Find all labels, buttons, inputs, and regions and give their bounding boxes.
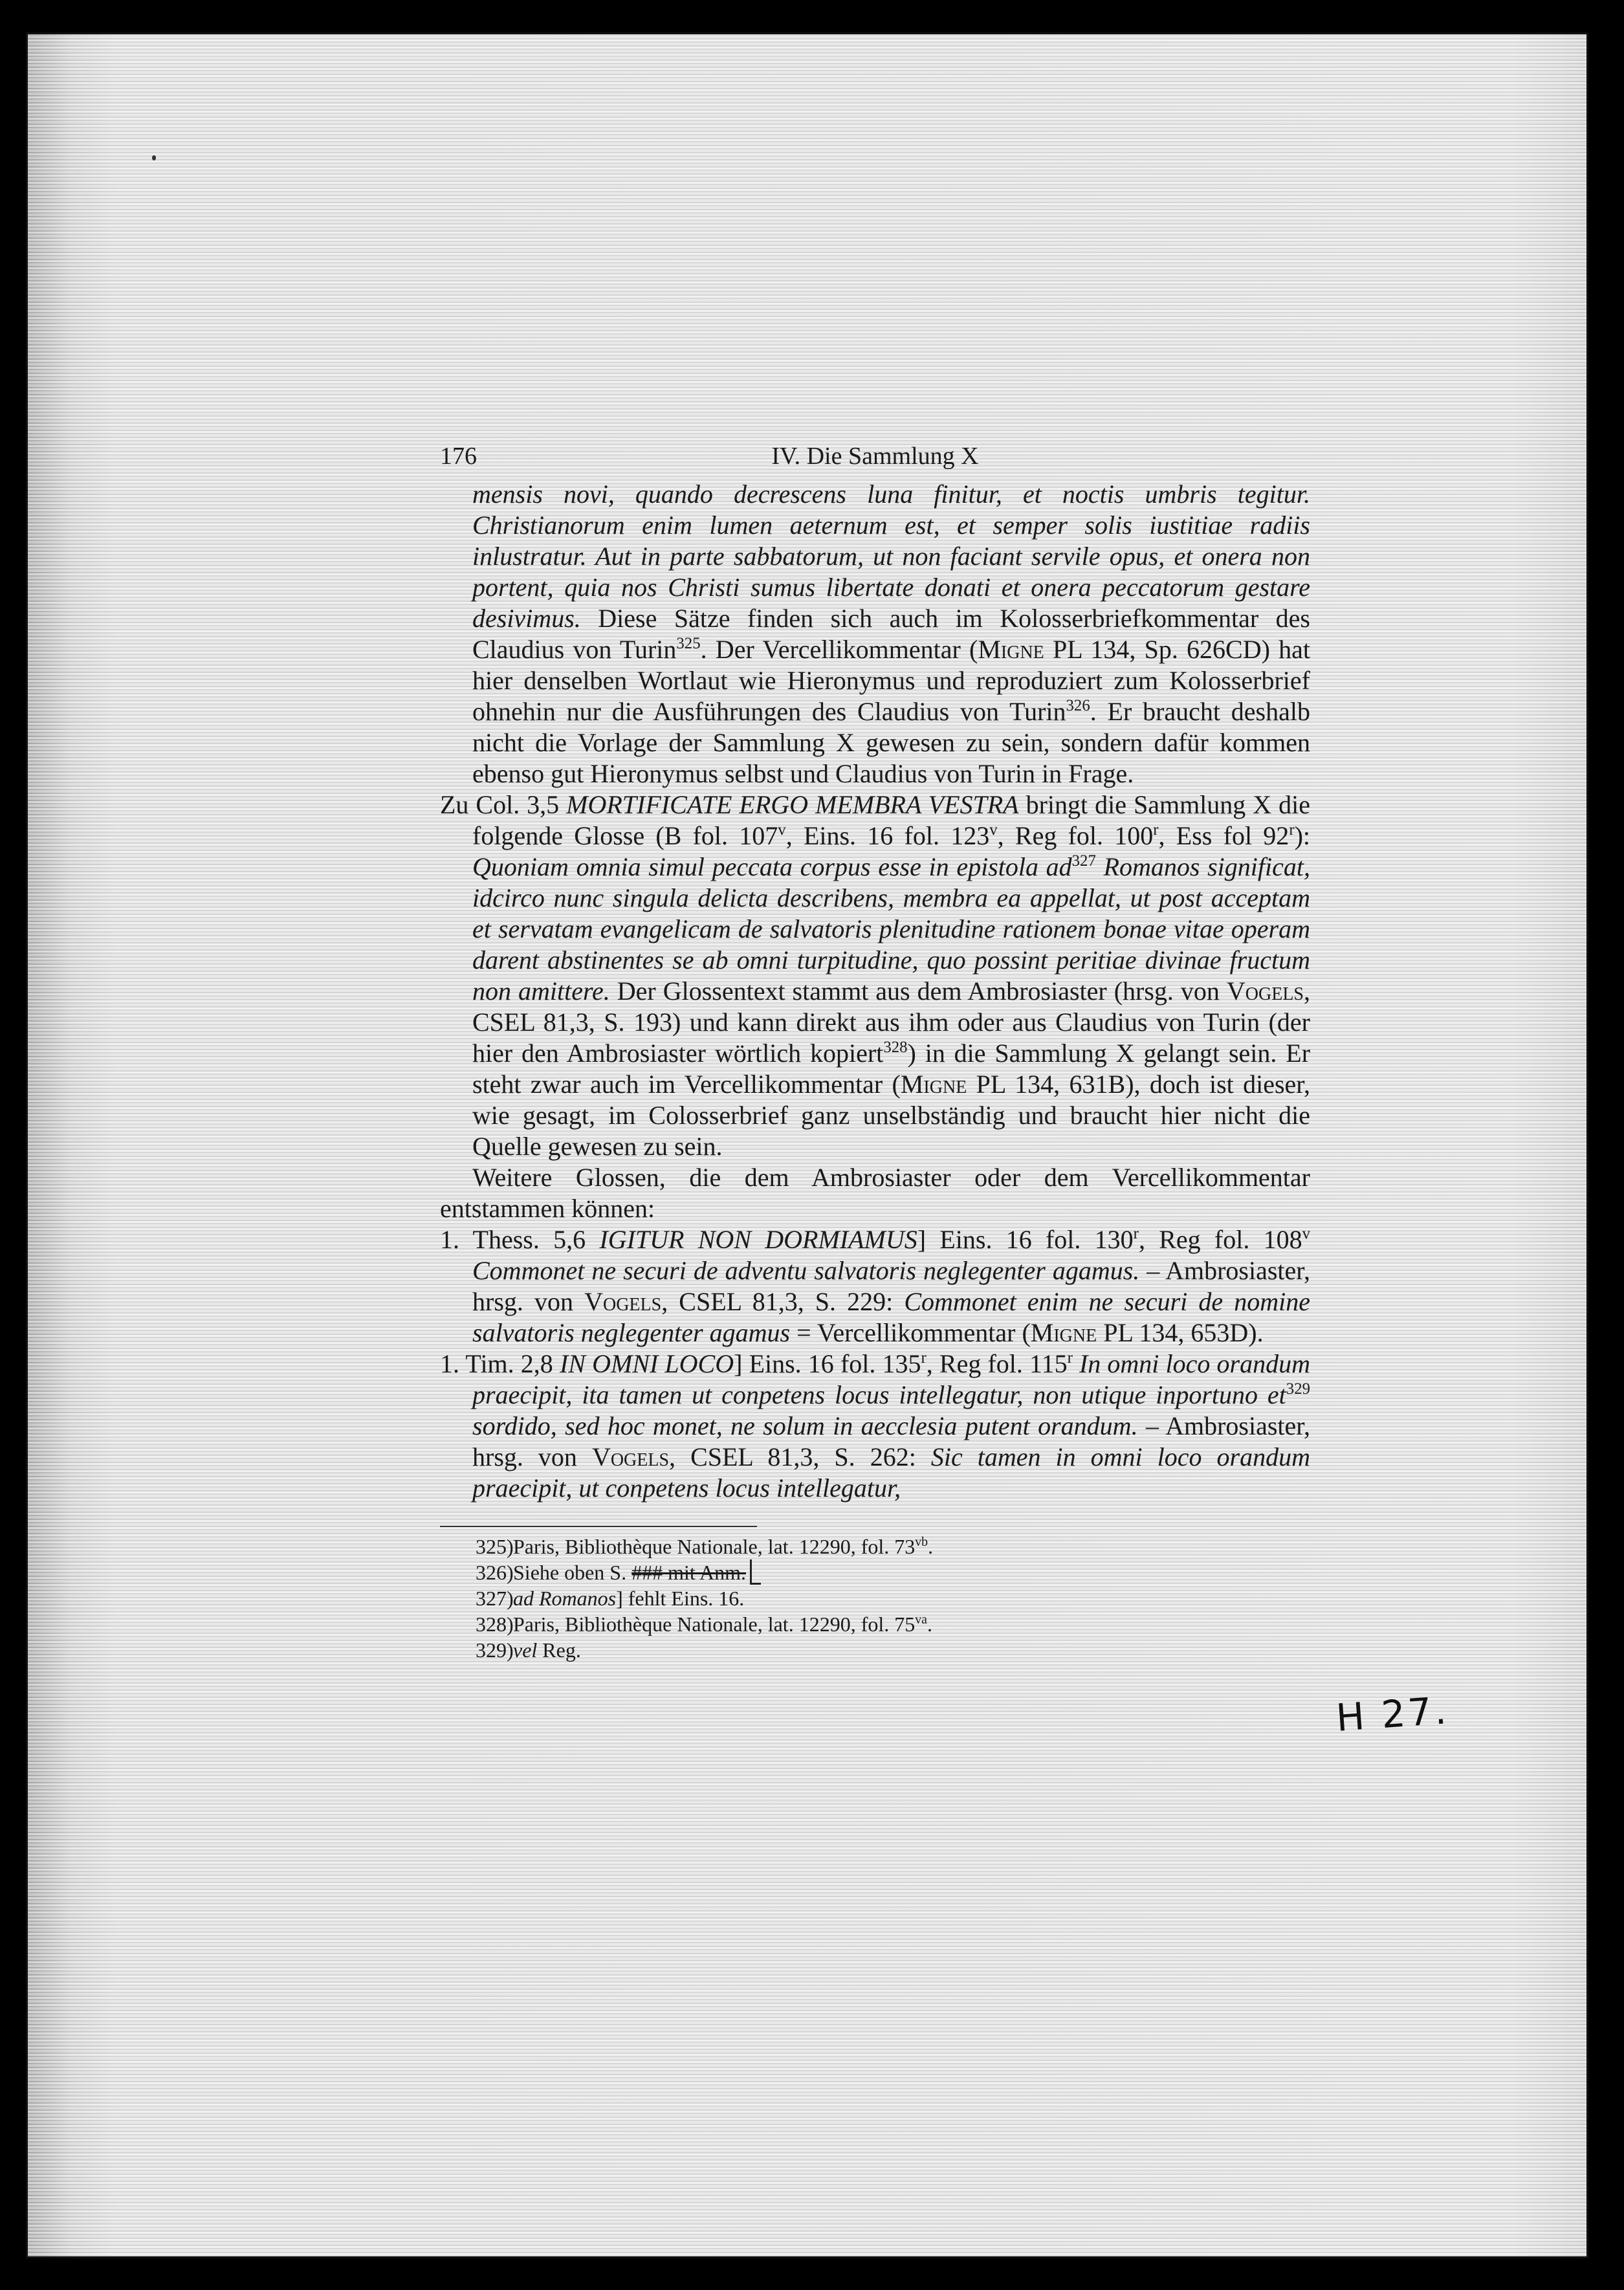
text-run: PL 134, 653D). xyxy=(1097,1318,1264,1347)
superscript: 328 xyxy=(883,1039,908,1057)
text-run: , CSEL 81,3, S. 262: xyxy=(669,1442,931,1471)
paragraph xyxy=(440,1224,1310,1349)
text-run: ] Eins. 16 fol. 130 xyxy=(917,1225,1134,1254)
page-content xyxy=(440,440,1310,1663)
text-run: . Der Vercellikommentar ( xyxy=(700,635,978,664)
text-run: 1. Thess. 5,6 xyxy=(440,1225,600,1254)
text-run: Siehe oben S. xyxy=(513,1561,632,1584)
text-run: . Er braucht deshalb nicht die Vorlage der Sammlung X gewesen zu sein, sondern dafür kommen ebenso gut Hieronymus selbst und Claudius von Turin in Frage. xyxy=(472,697,1310,788)
text-run: = Vercellikommentar ( xyxy=(790,1318,1031,1347)
footnote xyxy=(476,1637,1310,1663)
text-run: Sic tamen in omni loco orandum praecipit, ut conpetens locus intellegatur, xyxy=(472,1442,1310,1503)
text-run: IN OMNI LOCO xyxy=(559,1349,734,1378)
superscript: v xyxy=(989,821,998,839)
superscript: r xyxy=(1067,1349,1073,1367)
text-run: mensis novi, quando decrescens luna finitur, et noctis umbris tegitur. Christianorum enim lumen aeternum est, et semper solis iustitiae radiis inlustratur. Aut in parte sabbatorum, ut non faciant servile opus, et onera non portent, quia nos Christi sumus libertate donati et onera peccatorum gestare desivimus. xyxy=(472,479,1310,633)
scan-speck xyxy=(152,155,156,160)
text-run: Romanos significat, idcirco nunc singula delicta describens, membra ea appellat, ut post acceptam et servatam evangelicam de salvatoris plenitudine rationem bonae vitae operam darent abstinentes se ab omni turpitudine, quo possint peritiae divinae fructum non amittere. xyxy=(472,852,1310,1006)
superscript: r xyxy=(1133,1225,1139,1243)
text-run: vel xyxy=(513,1638,538,1662)
text-run: – Ambrosiaster, hrsg. von xyxy=(472,1256,1311,1316)
text-run: Vogels xyxy=(591,1442,670,1471)
text-run: PL 134, 631B), doch ist dieser, wie gesagt, im Colosserbrief ganz unselbständig und braucht hier nicht die Quelle gewesen zu sein. xyxy=(472,1070,1310,1161)
text-run: , CSEL 81,3, S. 229: xyxy=(661,1287,905,1316)
footnote xyxy=(476,1534,1310,1559)
text-run: bringt die Sammlung X die folgende Glosse (B fol. 107 xyxy=(472,790,1310,850)
text-run: . xyxy=(928,1535,934,1558)
superscript: 325 xyxy=(676,635,701,653)
text-run: enim xyxy=(1027,1287,1078,1316)
text-run: Vogels xyxy=(584,1287,662,1316)
footnote xyxy=(476,1585,1310,1611)
text-run: . xyxy=(927,1613,932,1636)
superscript: va xyxy=(915,1613,927,1627)
text-run: Vogels xyxy=(1226,976,1304,1006)
text-run: , Reg fol. 115 xyxy=(926,1349,1068,1378)
text-run: ] Eins. 16 fol. 135 xyxy=(734,1349,921,1378)
superscript: r xyxy=(921,1349,927,1367)
footnote xyxy=(476,1559,1310,1585)
superscript: v xyxy=(1302,1225,1310,1243)
text-run: sordido, sed hoc monet, ne solum in aecclesia putent orandum. xyxy=(472,1411,1138,1440)
text-run: ) in die Sammlung X gelangt sein. Er steht zwar auch im Vercellikommentar ( xyxy=(472,1039,1311,1099)
handwritten-bracket-mark xyxy=(750,1559,761,1585)
paragraph xyxy=(440,1162,1310,1224)
footnote-number: 326) xyxy=(476,1561,514,1584)
text-run xyxy=(1073,1349,1079,1378)
body-text xyxy=(440,479,1310,1504)
text-run: Der Glossentext stammt aus dem Ambrosiaster (hrsg. von xyxy=(609,976,1227,1006)
text-run: In omni loco orandum praecipit, ita tamen ut conpetens locus intellegatur, non utique inportuno et xyxy=(472,1349,1311,1409)
text-run: Paris, Bibliothèque Nationale, lat. 12290, fol. 75 xyxy=(513,1613,916,1636)
superscript: v xyxy=(778,821,786,839)
text-run: – Ambrosiaster, hrsg. von xyxy=(472,1411,1311,1471)
text-run: Migne xyxy=(978,635,1044,664)
footnote-number: 325) xyxy=(476,1535,514,1558)
paragraph xyxy=(440,1349,1310,1504)
text-run: 1. Tim. 2,8 xyxy=(440,1349,560,1378)
text-run: , Reg fol. 100 xyxy=(997,821,1154,850)
superscript: 326 xyxy=(1066,697,1090,715)
text-run: IGITUR NON DORMIAMUS xyxy=(599,1225,917,1254)
text-run: , Ess fol 92 xyxy=(1158,821,1289,850)
text-run: ): xyxy=(1294,821,1311,850)
text-run: , CSEL 81,3, S. 193) und kann direkt aus ihm oder aus Claudius von Turin (der hier den Ambrosiaster wörtlich kopiert xyxy=(472,976,1310,1068)
footnote-number: 329) xyxy=(476,1638,514,1662)
text-run: ### mit Anm. xyxy=(631,1561,746,1584)
footnote-number: 328) xyxy=(476,1613,514,1636)
text-run: Reg. xyxy=(537,1638,581,1662)
text-run: salvatoris neglegenter agamus xyxy=(472,1318,791,1347)
text-run: PL 134, Sp. 626CD) hat hier denselben Wortlaut wie Hieronymus und reproduziert zum Kolosserbrief ohnehin nur die Ausführungen des Claudius von Turin xyxy=(472,635,1310,726)
text-run: , Eins. 16 fol. 123 xyxy=(785,821,990,850)
footnote-number: 327) xyxy=(476,1587,514,1610)
superscript: vb xyxy=(915,1535,928,1550)
superscript: 329 xyxy=(1286,1380,1310,1398)
text-run: Commonet xyxy=(904,1287,1027,1316)
text-run: Quoniam omnia simul peccata corpus esse in epistola ad xyxy=(472,852,1072,881)
text-run: Paris, Bibliothèque Nationale, lat. 12290, fol. 73 xyxy=(513,1535,916,1558)
scanned-page xyxy=(26,32,1588,2258)
text-run: Migne xyxy=(900,1070,967,1099)
superscript: r xyxy=(1289,821,1295,839)
text-run: ] fehlt Eins. 16. xyxy=(616,1587,745,1610)
paragraph xyxy=(440,479,1310,789)
superscript: r xyxy=(1153,821,1159,839)
superscript: 327 xyxy=(1071,852,1096,870)
page-number: 176 xyxy=(440,443,477,470)
text-run: ne securi de xyxy=(1077,1287,1234,1316)
paragraph xyxy=(440,789,1310,1162)
text-run: Zu Col. 3,5 xyxy=(440,790,567,819)
text-run: Diese Sätze finden sich auch im Kolosserbriefkommentar des Claudius von Turin xyxy=(472,604,1310,664)
text-run: Migne xyxy=(1030,1318,1097,1347)
footnote xyxy=(476,1611,1310,1637)
footnote-divider xyxy=(440,1526,757,1527)
footnotes xyxy=(440,1534,1310,1663)
text-run: Weitere Glossen, die dem Ambrosiaster oder dem Vercellikommentar entstammen können: xyxy=(440,1163,1310,1223)
page-header xyxy=(440,440,1310,479)
text-run: ad Romanos xyxy=(513,1587,617,1610)
text-run: , Reg fol. 108 xyxy=(1138,1225,1302,1254)
text-run: nomine xyxy=(1234,1287,1310,1316)
running-head: IV. Die Sammlung X xyxy=(771,443,979,470)
text-run: Commonet ne securi de adventu salvatoris neglegenter agamus. xyxy=(472,1256,1140,1285)
handwritten-margin-note: H 27. xyxy=(1334,1688,1451,1740)
text-run: MORTIFICATE ERGO MEMBRA VESTRA xyxy=(566,790,1019,819)
